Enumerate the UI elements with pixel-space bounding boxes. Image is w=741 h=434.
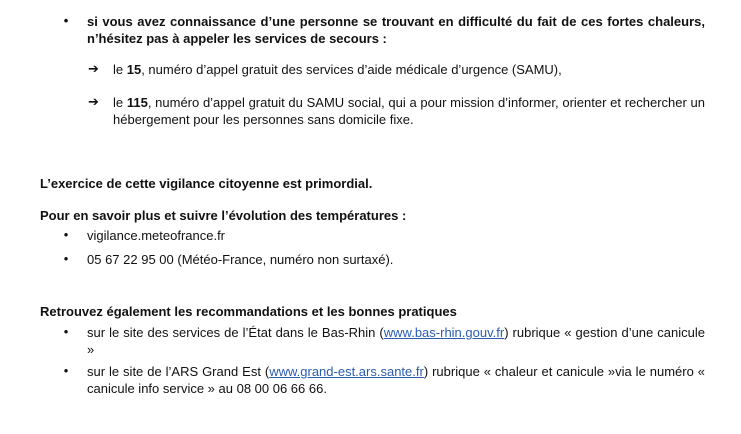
- list-item-text: sur le site de l’ARS Grand Est (: [87, 364, 270, 379]
- sub-item-prefix: le: [113, 95, 127, 110]
- list-item-text: ) rubrique « chaleur et canicule »via le numéro « canicule info service » au 08 00 06 66 66.: [87, 364, 705, 396]
- list-item-meteo-site: vigilance.meteofrance.fr: [87, 228, 226, 243]
- ars-grand-est-link[interactable]: www.grand-est.ars.sante.fr: [269, 364, 424, 379]
- arrow-icon: ➔: [88, 61, 99, 76]
- arrow-icon: ➔: [88, 94, 99, 109]
- list-item-text: ) rubrique « gestion d’une canicule »: [87, 325, 705, 357]
- vigilance-statement: L’exercice de cette vigilance citoyenne est primordial.: [40, 176, 373, 191]
- list-item-text: sur le site des services de l’État dans le Bas-Rhin (: [87, 325, 384, 340]
- bullet-marker: •: [63, 363, 69, 378]
- sub-item-text: , numéro d’appel gratuit du SAMU social, qui a pour mission d’informer, orienter et rechercher un hébergement pour les personnes sans domicile fixe.: [113, 95, 705, 127]
- emergency-number: 115: [126, 95, 148, 110]
- emergency-number: 15: [126, 62, 142, 77]
- bullet-marker: •: [63, 324, 69, 339]
- sub-item-prefix: le: [113, 62, 127, 77]
- list-item-ars: [87, 363, 705, 397]
- sub-item-text: , numéro d’appel gratuit des services d’aide médicale d’urgence (SAMU),: [141, 62, 562, 77]
- bullet-marker: •: [63, 227, 69, 242]
- list-item-prefecture: [87, 324, 705, 358]
- bullet-marker: •: [63, 251, 69, 266]
- intro-bullet-text: si vous avez connaissance d’une personne se trouvant en difficulté du fait de ces fortes chaleurs, n’hésitez pas à appeler les services de secours :: [87, 14, 705, 46]
- sub-item-samu: [113, 61, 705, 78]
- temperatures-heading: Pour en savoir plus et suivre l’évolution des températures :: [40, 208, 407, 223]
- bullet-marker: •: [63, 13, 69, 28]
- sub-item-samu-social: [113, 94, 705, 128]
- list-item-meteo-phone: 05 67 22 95 00 (Météo-France, numéro non surtaxé).: [87, 252, 394, 267]
- bas-rhin-link[interactable]: www.bas-rhin.gouv.fr: [383, 325, 505, 340]
- recommendations-heading: Retrouvez également les recommandations et les bonnes pratiques: [40, 304, 457, 319]
